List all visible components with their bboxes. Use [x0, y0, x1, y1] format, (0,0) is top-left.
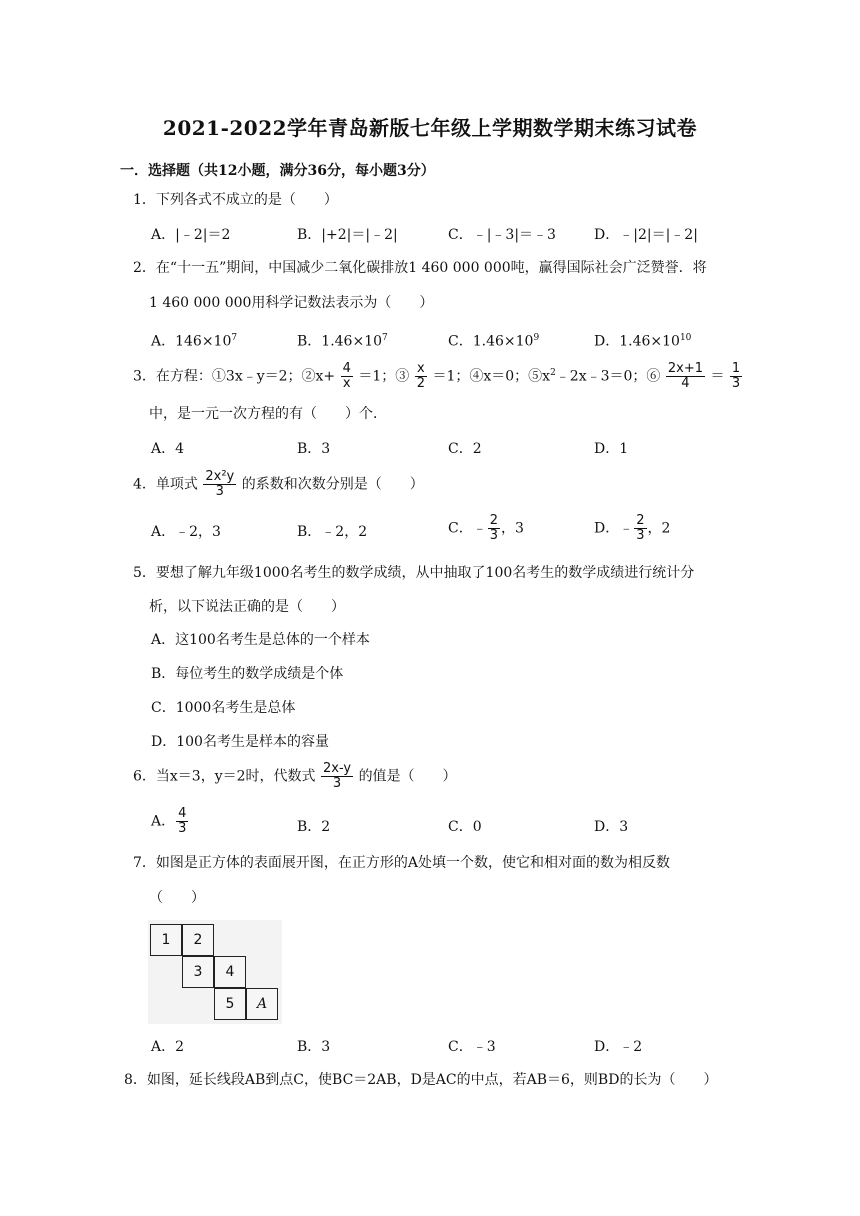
question-7-line-1: 7．如图是正方体的表面展开图，在正方形的A处填一个数，使它和相对面的数为相反数	[133, 855, 671, 871]
q1-option-d: D．﹣|2|＝|﹣2|	[594, 227, 698, 243]
q5-option-a: A．这100名考生是总体的一个样本	[151, 632, 370, 648]
q2-option-b: B．$1.46\times 10^7$	[297, 333, 388, 350]
q5-option-d: D．100名考生是样本的容量	[151, 734, 329, 750]
q6-option-b: B．2	[297, 819, 331, 835]
q4-option-d: D．﹣ $\frac{2}{3}$ ，2	[594, 513, 671, 543]
q7-option-b: B．3	[297, 1039, 331, 1055]
q6-option-d: D．3	[594, 819, 629, 835]
section-heading: 一．选择题（共12小题，满分36分，每小题3分）	[120, 163, 435, 179]
net-cell: 5	[214, 988, 246, 1020]
net-cell: 4	[214, 956, 246, 988]
question-3-line-1: 3．在方程：①3x﹣y＝2；②x+ $\frac{4}{x}$ ＝1；③ $\frac{x}{2}$ ＝1；④x＝0；$⑤x^2﹣2x﹣3=0$；⑥ $\frac{2x+1}{4}$ ＝ $\frac{1}{3}$	[133, 361, 741, 391]
q2-option-c: C．$1.46\times 10^9$	[448, 333, 540, 350]
q5-option-b: B．每位考生的数学成绩是个体	[151, 666, 344, 682]
q6-option-a: A． $\frac{4}{3}$	[151, 806, 187, 836]
q1-option-b: B．|+2|＝|﹣2|	[297, 227, 398, 243]
fraction: $\frac{2x-y}{3}$	[322, 761, 352, 791]
net-cell: A	[246, 988, 278, 1020]
q2-option-a: A．$146\times 10^7$	[151, 333, 238, 350]
q3-option-a: A．4	[151, 441, 185, 457]
fraction: $\frac{4}{x}$	[342, 361, 351, 391]
q5-option-c: C．1000名考生是总体	[151, 700, 296, 716]
q3-option-d: D．1	[594, 441, 629, 457]
question-6-stem: 6．当x＝3，y＝2时，代数式 $\frac{2x-y}{3}$ 的值是（ ）	[133, 761, 457, 791]
question-7-line-2: （ ）	[149, 890, 205, 906]
q4-option-a: A．﹣2，3	[151, 524, 221, 540]
fraction: $\frac{\text{2x²y}}{3}$	[205, 469, 235, 499]
net-cell: 2	[182, 924, 214, 956]
q4-option-c: C．﹣ $\frac{2}{3}$ ，3	[448, 513, 524, 543]
fraction: $\frac{2x+1}{4}$	[667, 361, 704, 391]
q3-option-c: C．2	[448, 441, 482, 457]
fraction: $\frac{4}{3}$	[178, 806, 187, 836]
question-2-line-2: 1 460 000 000用科学记数法表示为（ ）	[149, 295, 434, 311]
q7-option-a: A．2	[151, 1039, 185, 1055]
page-title: 2021-2022学年青岛新版七年级上学期数学期末练习试卷	[162, 116, 698, 140]
net-cell: 3	[182, 956, 214, 988]
q1-option-a: A．|﹣2|＝2	[151, 227, 231, 243]
net-cell: 1	[150, 924, 182, 956]
fraction: $\frac{2}{3}$	[489, 513, 498, 543]
question-1-stem: 1．下列各式不成立的是（ ）	[133, 192, 338, 208]
q3-option-b: B．3	[297, 441, 331, 457]
question-5-line-2: 析，以下说法正确的是（ ）	[149, 599, 345, 615]
question-3-line-2: 中，是一元一次方程的有（ ）个．	[149, 406, 387, 422]
question-5-line-1: 5．要想了解九年级1000名考生的数学成绩，从中抽取了100名考生的数学成绩进行统计分	[133, 565, 695, 581]
q2-option-d: D．$1.46\times 10^{10}$	[594, 333, 692, 350]
question-2-line-1: 2．在“十一五”期间，中国减少二氧化碳排放1 460 000 000吨，赢得国际社会广泛赞誉．将	[133, 260, 707, 276]
question-8-line-1: 8．如图，延长线段AB到点C，使BC＝2AB，D是AC的中点，若AB＝6，则BD的长为（ ）	[124, 1072, 718, 1088]
q6-option-c: C．0	[448, 819, 482, 835]
q1-option-c: C．﹣|﹣3|＝﹣3	[448, 227, 556, 243]
fraction: $\frac{1}{3}$	[731, 361, 741, 391]
fraction: $\frac{x}{2}$	[416, 361, 425, 391]
cube-net-figure	[148, 920, 282, 1024]
q7-option-d: D．﹣2	[594, 1039, 643, 1055]
q4-option-b: B．﹣2，2	[297, 524, 368, 540]
fraction: $\frac{2}{3}$	[636, 513, 645, 543]
q7-option-c: C．﹣3	[448, 1039, 496, 1055]
question-4-stem: 4．单项式 $\frac{\text{2x²y}}{3}$ 的系数和次数分别是（ ）	[133, 469, 424, 499]
